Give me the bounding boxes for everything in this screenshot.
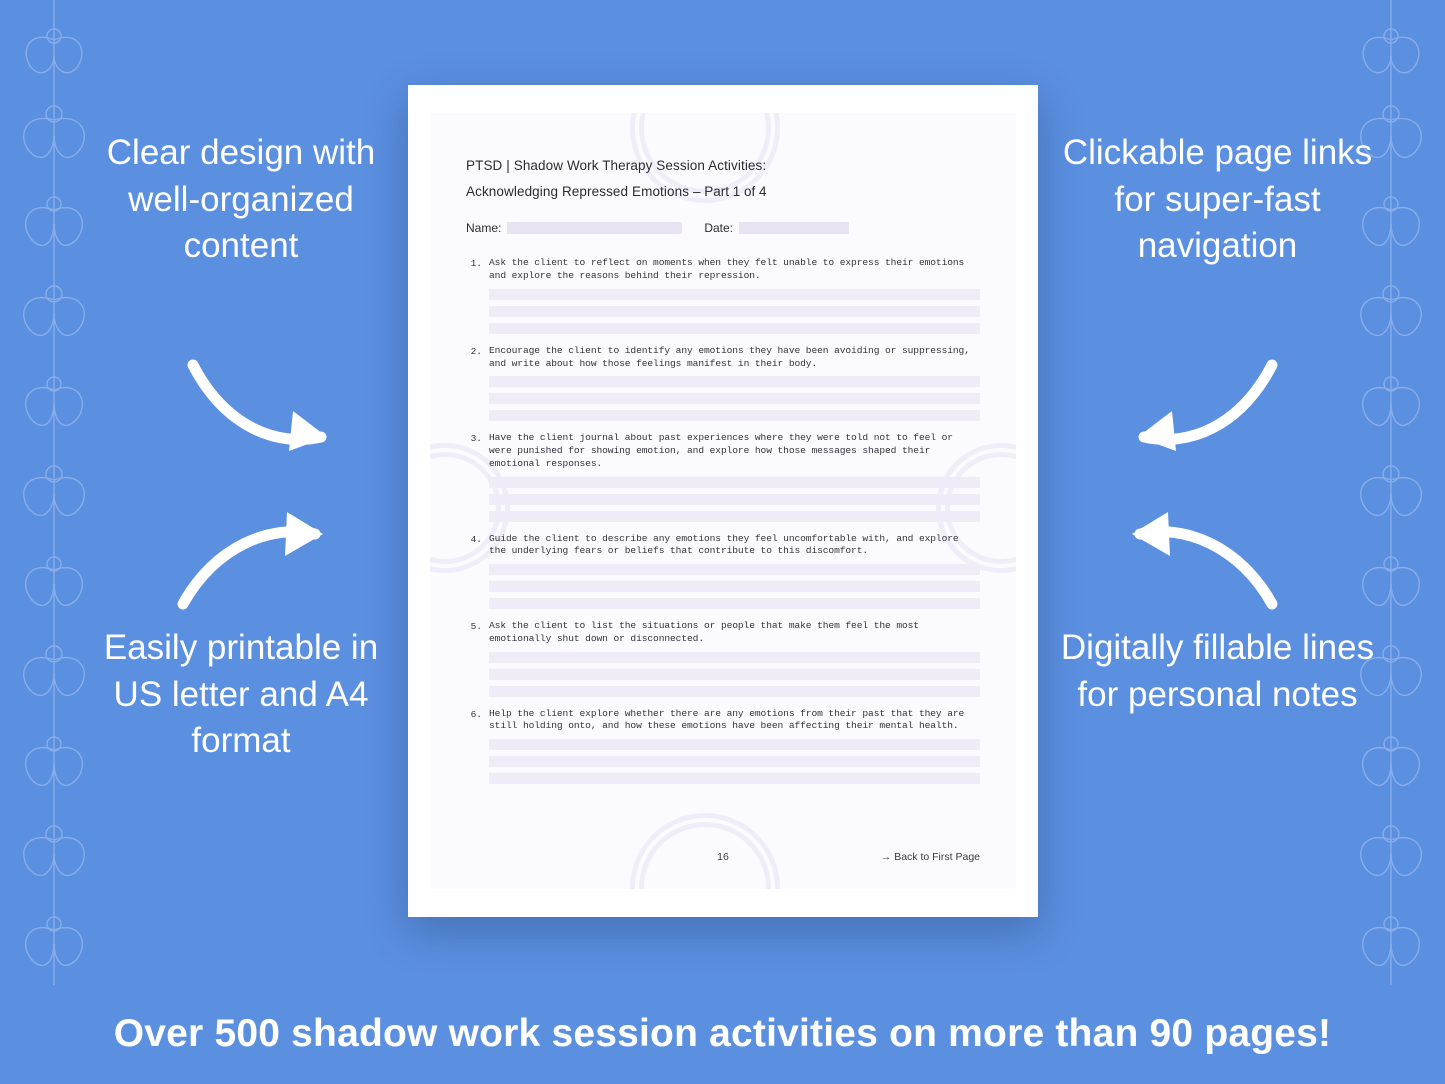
writing-line[interactable] xyxy=(489,773,980,784)
writing-line[interactable] xyxy=(489,289,980,300)
item-text: Help the client explore whether there are any emotions from their past that they are still holding onto, and how these emotions have been affecting their mental health. xyxy=(489,707,965,732)
name-label: Name: xyxy=(466,221,502,236)
writing-line[interactable] xyxy=(489,323,980,334)
writing-line[interactable] xyxy=(489,739,980,750)
arrow-bottom-right-icon xyxy=(1120,512,1280,622)
date-field[interactable] xyxy=(739,222,849,234)
list-item xyxy=(466,620,980,697)
writing-line[interactable] xyxy=(489,669,980,680)
date-label: Date: xyxy=(704,221,734,236)
writing-lines xyxy=(489,477,980,522)
caption-printable: Easily printable in US letter and A4 format xyxy=(103,628,379,761)
item-text: Have the client journal about past experiences where they were told not to feel or were punished for showing emotion, and explore how those messages shaped their emotional responses. xyxy=(489,432,953,469)
item-number: 5. xyxy=(470,621,482,633)
caption-clickable-links: Clickable page links for super-fast navigation xyxy=(1062,133,1373,266)
arrow-top-right-icon xyxy=(1120,355,1280,465)
activity-list xyxy=(466,257,980,784)
list-item xyxy=(466,257,980,334)
name-date-row xyxy=(466,221,980,235)
writing-line[interactable] xyxy=(489,581,980,592)
writing-line[interactable] xyxy=(489,686,980,697)
writing-lines xyxy=(489,739,980,784)
caption-fillable-lines: Digitally fillable lines for personal notes xyxy=(1060,628,1375,714)
writing-line[interactable] xyxy=(489,652,980,663)
writing-line[interactable] xyxy=(489,564,980,575)
item-number: 3. xyxy=(470,433,482,445)
list-item xyxy=(466,533,980,610)
writing-lines xyxy=(489,564,980,609)
page-number: 16 xyxy=(717,851,729,863)
page-title xyxy=(466,153,980,204)
writing-lines xyxy=(489,652,980,697)
page-title-line1: PTSD | Shadow Work Therapy Session Activities: xyxy=(466,158,767,173)
page-title-line2: Acknowledging Repressed Emotions xyxy=(466,183,690,199)
writing-line[interactable] xyxy=(489,376,980,387)
writing-line[interactable] xyxy=(489,306,980,317)
list-item xyxy=(466,345,980,422)
bottom-banner xyxy=(0,984,1445,1084)
writing-line[interactable] xyxy=(489,756,980,767)
item-number: 1. xyxy=(470,258,482,270)
writing-lines xyxy=(489,289,980,334)
list-item xyxy=(466,432,980,521)
item-text: Encourage the client to identify any emotions they have been avoiding or suppressing, and write about how those feelings manifest in their body. xyxy=(489,344,970,369)
arrow-top-left-icon xyxy=(185,355,345,465)
arrow-bottom-left-icon xyxy=(175,512,335,622)
writing-line[interactable] xyxy=(489,511,980,522)
item-text: Ask the client to reflect on moments when they felt unable to express their emotions and explore the reasons behind their repression. xyxy=(489,257,965,282)
item-number: 4. xyxy=(470,533,482,545)
document-preview xyxy=(408,85,1038,917)
item-number: 6. xyxy=(470,708,482,720)
page-footer xyxy=(466,851,980,863)
writing-line[interactable] xyxy=(489,598,980,609)
writing-line[interactable] xyxy=(489,477,980,488)
writing-line[interactable] xyxy=(489,393,980,404)
page-title-part: – Part 1 of 4 xyxy=(692,183,767,199)
writing-lines xyxy=(489,376,980,421)
name-field[interactable] xyxy=(507,222,682,234)
writing-line[interactable] xyxy=(489,410,980,421)
list-item xyxy=(466,708,980,785)
item-text: Ask the client to list the situations or people that make them feel the most emotionally shut down or disconnected. xyxy=(489,620,919,644)
banner-headline: Over 500 shadow work session activities on more than 90 pages! xyxy=(113,1012,1332,1055)
writing-line[interactable] xyxy=(489,494,980,505)
document-page xyxy=(430,113,1016,889)
item-text: Guide the client to describe any emotions they feel uncomfortable with, and explore the underlying fears or beliefs that contribute to this discomfort. xyxy=(489,532,959,557)
back-to-first-page-link[interactable]: → Back to First Page xyxy=(880,851,980,863)
caption-clear-design: Clear design with well-organized content xyxy=(106,133,376,266)
item-number: 2. xyxy=(470,345,482,357)
